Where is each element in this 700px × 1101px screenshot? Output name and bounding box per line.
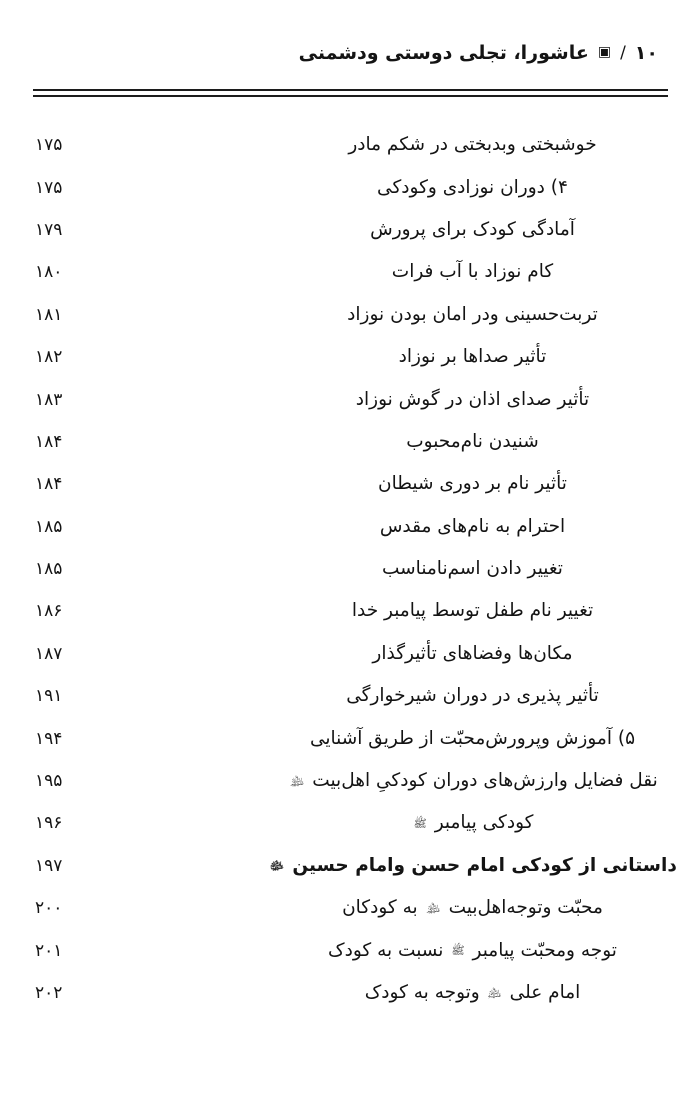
- toc-entry-title: نقل فضایل وارزش‌های دوران کودکیِ اهل‌بیت ﵈: [289, 770, 658, 792]
- toc-row: [0, 378, 700, 420]
- honorific-symbol: ﵈: [425, 901, 441, 915]
- toc-row: [0, 633, 700, 675]
- toc-entry-page-number: ۱۹۴: [35, 728, 63, 749]
- toc-row: [0, 802, 700, 844]
- toc-entry-page-number: ۱۷۵: [35, 177, 63, 198]
- toc-entry-page-number: ۲۰۱: [35, 940, 63, 961]
- slash-separator: /: [620, 42, 626, 63]
- toc-entry-page-number: ۱۸۴: [35, 474, 63, 495]
- toc-entry-title: مکان‌ها وفضاهای تأثیرگذار: [372, 642, 573, 664]
- toc-entry-title: تأثیر صداها بر نوزاد: [398, 346, 547, 368]
- toc-entry-page-number: ۱۸۱: [35, 304, 63, 325]
- toc-list: [0, 124, 700, 1014]
- toc-entry-page-number: ۲۰۰: [35, 898, 63, 919]
- toc-row: [0, 972, 700, 1014]
- toc-entry-page-number: ۱۷۵: [35, 135, 63, 156]
- toc-entry-title: خوشبختی وبدبختی در شکم مادر: [348, 134, 597, 156]
- toc-row: [0, 887, 700, 929]
- toc-entry-title: تغییر دادن اسم‌نامناسب: [382, 558, 563, 580]
- toc-entry-title: محبّت وتوجه‌اهل‌بیت ﵈ به کودکان: [342, 897, 603, 919]
- toc-row: [0, 336, 700, 378]
- toc-entry-page-number: ۱۸۰: [35, 262, 63, 283]
- toc-row: [0, 760, 700, 802]
- toc-entry-title: شنیدن نام‌محبوب: [406, 430, 539, 452]
- toc-row: [0, 675, 700, 717]
- page-header: [35, 38, 658, 68]
- toc-entry-title: توجه ومحبّت پیامبر ﷺ نسبت به کودک: [328, 939, 617, 961]
- toc-entry-title: آمادگی کودک برای پرورش: [370, 219, 575, 241]
- section-marker-icon: ▣: [597, 44, 612, 60]
- toc-row: [0, 590, 700, 632]
- toc-entry-title: کودکی پیامبر ﷺ: [413, 812, 534, 834]
- toc-entry-title: ۵) آموزش وپرورش‌محبّت از طریق آشنایی: [309, 727, 636, 749]
- toc-entry-page-number: ۱۷۹: [35, 219, 63, 240]
- running-head: [299, 38, 658, 68]
- toc-entry-page-number: ۲۰۲: [35, 983, 63, 1003]
- toc-row: [0, 166, 700, 208]
- toc-entry-page-number: ۱۹۷: [35, 855, 63, 876]
- toc-entry-title: داستانی از کودکی امام حسن وامام حسین ﵉: [270, 854, 677, 876]
- toc-row: [0, 717, 700, 759]
- header-divider: [33, 89, 668, 97]
- toc-entry-page-number: ۱۸۵: [35, 516, 63, 537]
- toc-row: [0, 294, 700, 336]
- toc-row: [0, 506, 700, 548]
- toc-entry-page-number: ۱۸۵: [35, 559, 63, 580]
- toc-row: [0, 929, 700, 971]
- toc-entry-title: تغییر نام طفل توسط پیامبر خدا: [351, 600, 594, 622]
- page-number: ۱۰: [634, 42, 658, 64]
- toc-row: [0, 209, 700, 251]
- toc-entry-title: احترام به نام‌های مقدس: [379, 515, 566, 537]
- toc-entry-page-number: ۱۸۷: [35, 643, 63, 664]
- toc-entry-page-number: ۱۸۴: [35, 431, 63, 452]
- toc-entry-page-number: ۱۸۲: [35, 347, 63, 368]
- toc-entry-title: امام علی ﵇ وتوجه به کودک: [364, 982, 581, 1004]
- honorific-symbol: ﵈: [289, 774, 305, 788]
- honorific-symbol: ﷺ: [451, 944, 465, 958]
- toc-entry-title: تأثیر صدای اذان در گوش نوزاد: [355, 388, 590, 410]
- toc-entry-title: تأثیر نام بر دوری شیطان: [378, 473, 567, 495]
- honorific-symbol: ﵉: [270, 859, 284, 873]
- honorific-symbol: ﵇: [487, 986, 502, 1000]
- toc-entry-page-number: ۱۹۶: [35, 813, 63, 834]
- toc-row: [0, 421, 700, 463]
- honorific-symbol: ﷺ: [413, 816, 427, 830]
- toc-row: [0, 845, 700, 887]
- toc-entry-page-number: ۱۸۳: [35, 389, 63, 410]
- toc-entry-title: تأثیر پذیری در دوران شیرخوارگی: [346, 685, 599, 707]
- toc-row: [0, 463, 700, 505]
- toc-entry-page-number: ۱۹۱: [35, 686, 63, 707]
- toc-entry-page-number: ۱۸۶: [35, 601, 63, 622]
- toc-row: [0, 251, 700, 293]
- toc-entry-title: تربت‌حسینی ودر امان بودن نوزاد: [347, 303, 598, 325]
- toc-entry-title: ۴) دوران نوزادی وکودکی: [377, 176, 568, 198]
- toc-row: [0, 548, 700, 590]
- toc-entry-title: کام نوزاد با آب فرات: [391, 261, 554, 283]
- toc-entry-page-number: ۱۹۵: [35, 771, 63, 792]
- toc-row: [0, 124, 700, 166]
- book-title: عاشورا، تجلی دوستی ودشمنی: [298, 42, 589, 64]
